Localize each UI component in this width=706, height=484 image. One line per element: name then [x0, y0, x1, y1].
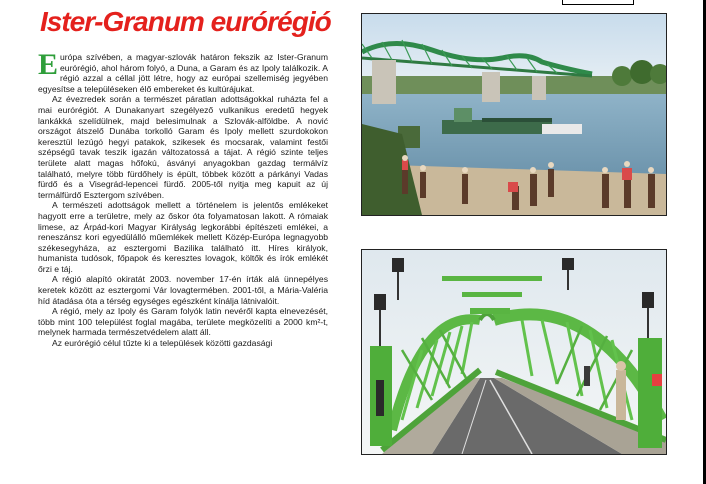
article-paragraph-5: A régió, mely az Ipoly és Garam folyók latin nevéről kapta elnevezését, több mint 100 települést foglal magába, területe megközelíti a 2000 km²-t, melynek harmada természetvédelem alatt áll.: [38, 306, 328, 338]
article-paragraph-6: Az eurórégió célul tűzte ki a települések közötti gazdasági: [52, 338, 273, 349]
bridge-river-illustration: [362, 14, 666, 215]
article-paragraph-2: Az évezredek során a természet páratlan adottságokkal ruházta fel a mai eurórégiót. A Dunakanyart szegélyező vulkanikus eredetű hegyek lankákká szelídülnek, majd belesimulnak a Szlovák-alföldbe. A nović országot átszelő Dunába torkolló Garam és Ipoly mellett szurdokokon keresztül lezúgó hegyi patakok, szikesek és mocsarak, valamint festői szépségű tavak teszik igazán változatossá a tájat. A régió szinte teljes területe alatt magas hőfokú, ásványi anyagokban gazdag termálvíz található, melyre több fürdőhely is épült, többek között a párkányi Vadas fürdő és a Visegrád-lepencei fürdő. 2005-től nyitja meg kapuit az új termálfürdő Esztergom szívében.: [38, 94, 328, 200]
maria-valeria-bridge-photo: [361, 249, 667, 455]
article-body: [38, 52, 328, 484]
article-paragraph-4: A régió alapító okiratát 2003. november 17-én írták alá ünnepélyes keretek között az esztergomi Vár lovagtermében. 2001-től, a Mária-Valéria híd átadása óta a térség egységes egészként kínálja látnivalóit.: [38, 274, 328, 306]
article-title: Ister-Granum eurórégió: [40, 6, 331, 37]
article-paragraph-3: A természeti adottságok mellett a történelem is jelentős emlékeket hagyott erre a területre, mely az őskor óta folyamatosan lakott. A rómaiak limese, az Árpád-kori Magyar Királyság legkorábbi építészeti emlékei, a reneszánsz kori egyedülálló műemlékek mellett Közép-Európa legnagyobb székesegyháza, az esztergomi Bazilika található itt. Híres királyok, humanista tudósok, főpapok és keresztes lovagok, költők és írók emlékét őrzi e táj.: [38, 200, 328, 274]
article-paragraph-1: [38, 52, 328, 94]
page-tab-mark: [562, 0, 634, 5]
article-paragraph-1-text: urópa szívében, a magyar-szlovák határon fekszik az Ister-Granum eurórégió, ahol három folyó, a Duna, a Garam és az Ipoly találkozik. A régió azzal a céllal jött létre, hogy az európai szellemiség jegyében egyesítse a településeken élő embereket és kultúrájukat.: [38, 52, 328, 94]
green-bridge-illustration: [362, 250, 666, 454]
bridge-river-photo: [361, 13, 667, 216]
drop-cap: E: [38, 52, 59, 81]
